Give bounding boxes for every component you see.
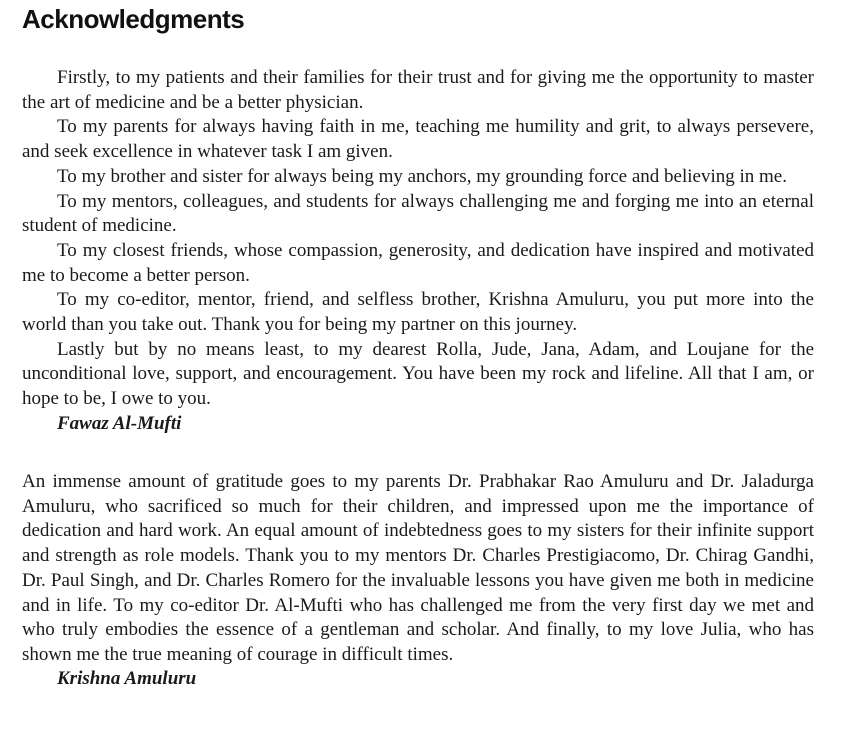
paragraph-parents: To my parents for always having faith in me, teaching me humility and grit, to always persevere, and seek excellence in whatever task I am given. — [22, 116, 814, 163]
paragraph-co-editor: To my co-editor, mentor, friend, and selfless brother, Krishna Amuluru, you put more into the world than you take out. Thank you for being my partner on this journey. — [22, 289, 814, 336]
paragraph-mentors: To my mentors, colleagues, and students for always challenging me and forging me into an eternal student of medicine. — [22, 190, 814, 237]
paragraph-friends: To my closest friends, whose compassion, generosity, and dedication have inspired and motivated me to become a better person. — [22, 239, 814, 286]
signature-al-mufti: Fawaz Al-Mufti — [57, 412, 182, 434]
paragraph-gratitude: An immense amount of gratitude goes to my parents Dr. Prabhakar Rao Amuluru and Dr. Jaladurga Amuluru, who sacrificed so much for their children, and impressed upon me the importance of dedication and hard work. An equal amount of indebtedness goes to my sisters for their infinite support and strength as role models. Thank you to my mentors Dr. Charles Prestigiacomo, Dr. Chirag Gandhi, Dr. Paul Singh, and Dr. Charles Romero for the invaluable lessons you have given me both in medicine and in life. To my co-editor Dr. Al-Mufti who has challenged me from the very first day we met and who truly embodies the essence of a gentleman and scholar. And finally, to my love Julia, who has shown me the true meaning of courage in difficult times. — [22, 471, 814, 665]
paragraph-siblings: To my brother and sister for always being my anchors, my grounding force and believing in me. — [57, 165, 787, 187]
acknowledgment-section-al-mufti — [22, 66, 814, 437]
paragraph-patients: Firstly, to my patients and their families for their trust and for giving me the opportunity to master the art of medicine and be a better physician. — [22, 67, 814, 113]
signature-amuluru: Krishna Amuluru — [57, 667, 197, 689]
paragraph-family: Lastly but by no means least, to my dearest Rolla, Jude, Jana, Adam, and Loujane for the unconditional love, support, and encouragement. You have been my rock and lifeline. All that I am, or hope to be, I owe to you. — [22, 338, 814, 410]
acknowledgment-section-amuluru — [22, 470, 814, 691]
page-title: Acknowledgments — [22, 4, 245, 34]
